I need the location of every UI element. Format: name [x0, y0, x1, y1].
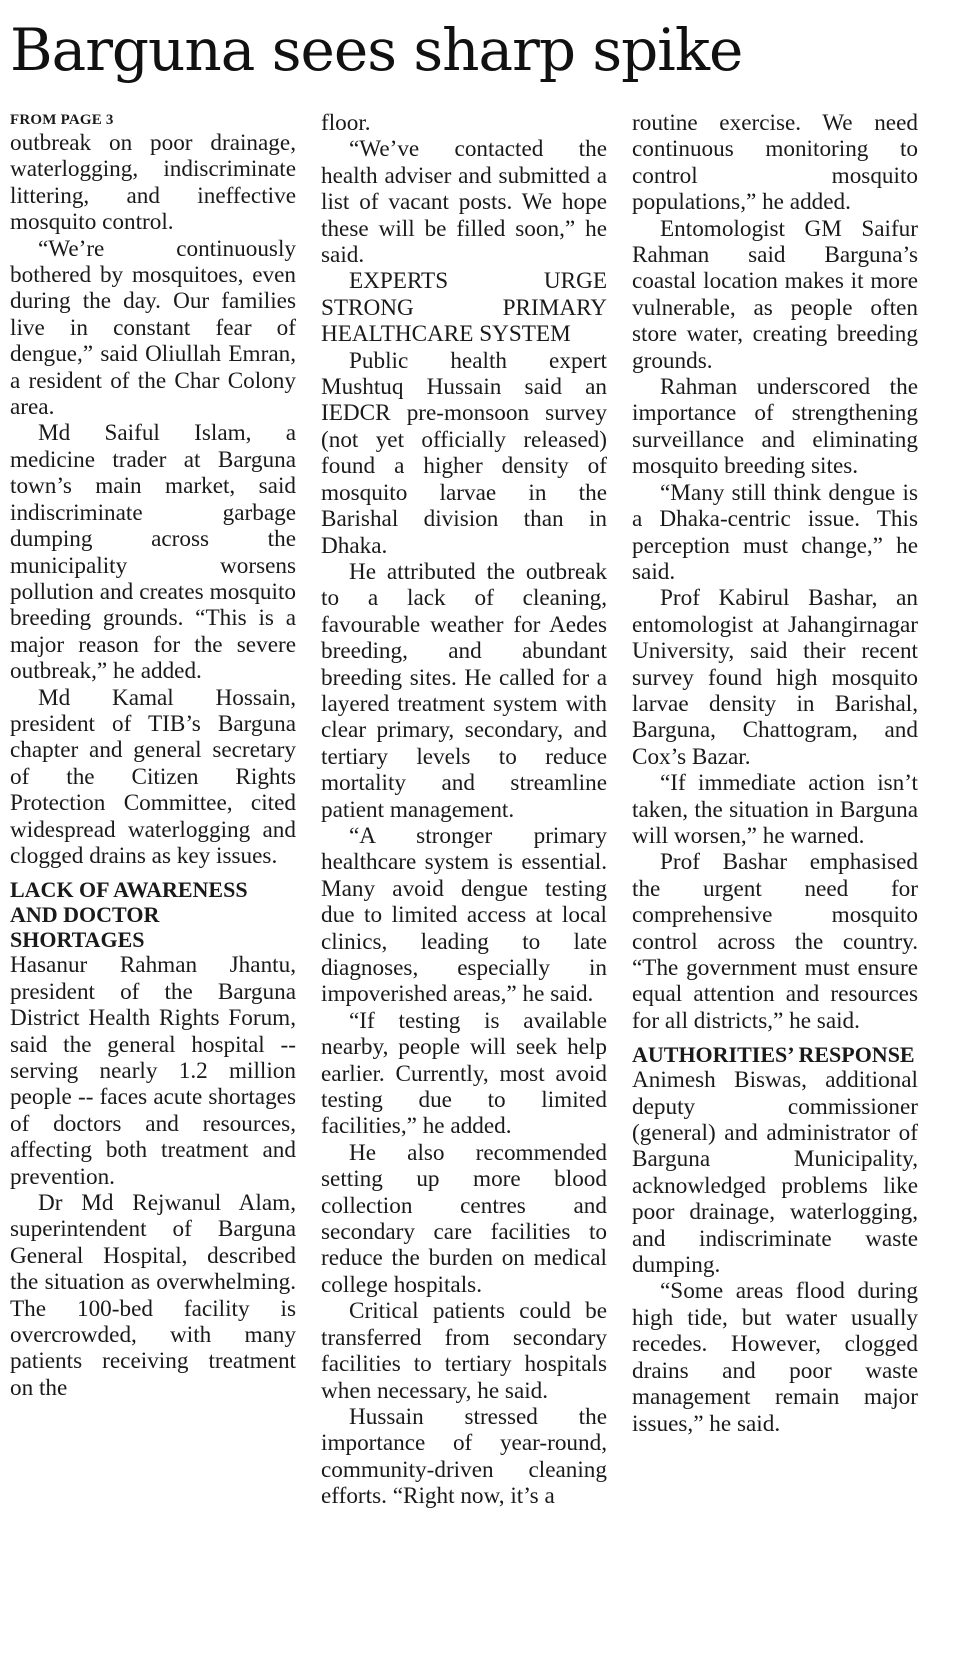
paragraph: Hussain stressed the importance of year-round, community-driven cleaning efforts. “Right now, it’s a	[321, 1403, 607, 1510]
paragraph: “We’ve contacted the health adviser and submitted a list of vacant posts. We hope these will be filled soon,” he said.	[321, 136, 607, 269]
subhead-authorities-response: AUTHORITIES’ RESPONSE	[632, 1042, 915, 1068]
paragraph: “Many still think dengue is a Dhaka-centric issue. This perception must change,” he said.	[632, 479, 918, 585]
paragraph: Prof Kabirul Bashar, an entomologist at Jahangirnagar University, said their recent survey found high mosquito larvae density in Barishal, Barguna, Chattogram, and Cox’s Bazar.	[632, 585, 918, 770]
paragraph: “If testing is available nearby, people will seek help earlier. Currently, most avoid testing due to limited facilities,” he added.	[321, 1007, 607, 1140]
paragraph: “We’re continuously bothered by mosquitoes, even during the day. Our families live in constant fear of dengue,” said Oliullah Emran, a resident of the Char Colony area.	[10, 235, 296, 421]
subhead-experts-urge: EXPERTS URGE STRONG PRIMARY HEALTHCARE SYSTEM	[321, 268, 607, 348]
paragraph: Md Kamal Hossain, president of TIB’s Barguna chapter and general secretary of the Citizen Rights Protection Committee, cited widespread waterlogging and clogged drains as key issues.	[10, 684, 296, 869]
paragraph: “If immediate action isn’t taken, the situation in Barguna will worsen,” he warned.	[632, 770, 918, 849]
paragraph: Prof Bashar emphasised the urgent need for comprehensive mosquito control across the country. “The government must ensure equal attention and resources for all districts,” he said.	[632, 849, 918, 1034]
article-column-1	[10, 110, 296, 1401]
paragraph: “Some areas flood during high tide, but water usually recedes. However, clogged drains and poor waste management remain major issues,” he said.	[632, 1278, 918, 1437]
paragraph: “A stronger primary healthcare system is essential. Many avoid dengue testing due to limited access at local clinics, leading to late diagnoses, especially in impoverished areas,” he said.	[321, 822, 607, 1008]
headline: Barguna sees sharp spike	[10, 16, 743, 84]
paragraph: Animesh Biswas, additional deputy commissioner (general) and administrator of Barguna Municipality, acknowledged problems like poor drainage, waterlogging, and indiscriminate waste dumping.	[632, 1067, 918, 1279]
article-column-3	[632, 110, 918, 1437]
paragraph: Md Saiful Islam, a medicine trader at Barguna town’s main market, said indiscriminate garbage dumping across the municipality worsens pollution and creates mosquito breeding grounds. “This is a major reason for the severe outbreak,” he added.	[10, 420, 296, 685]
paragraph: Hasanur Rahman Jhantu, president of the Barguna District Health Rights Forum, said the general hospital -- serving nearly 1.2 million people -- faces acute shortages of doctors and resources, affecting both treatment and prevention.	[10, 952, 296, 1190]
paragraph: routine exercise. We need continuous monitoring to control mosquito populations,” he added.	[632, 110, 918, 216]
subhead-lack-of-awareness: LACK OF AWARENESS AND DOCTOR SHORTAGES	[10, 877, 248, 953]
paragraph: He attributed the outbreak to a lack of cleaning, favourable weather for Aedes breeding, and abundant breeding sites. He called for a layered treatment system with clear primary, secondary, and tertiary levels to reduce mortality and streamline patient management.	[321, 558, 607, 823]
paragraph: Entomologist GM Saifur Rahman said Barguna’s coastal location makes it more vulnerable, as people often store water, creating breeding grounds.	[632, 215, 918, 374]
paragraph: Dr Md Rejwanul Alam, superintendent of Barguna General Hospital, described the situation as overwhelming. The 100-bed facility is overcrowded, with many patients receiving treatment on the	[10, 1190, 296, 1401]
paragraph: outbreak on poor drainage, waterlogging, indiscriminate littering, and ineffective mosquito control.	[10, 130, 296, 236]
article-column-2	[321, 110, 607, 1510]
continuation-kicker: FROM PAGE 3	[10, 112, 114, 128]
paragraph: floor.	[321, 110, 371, 136]
paragraph: Rahman underscored the importance of strengthening surveillance and eliminating mosquito breeding sites.	[632, 374, 918, 480]
paragraph: He also recommended setting up more blood collection centres and secondary care facilities to reduce the burden on medical college hospitals.	[321, 1139, 607, 1298]
paragraph: Critical patients could be transferred from secondary facilities to tertiary hospitals when necessary, he said.	[321, 1298, 607, 1404]
paragraph: Public health expert Mushtuq Hussain said an IEDCR pre-monsoon survey (not yet officially released) found a higher density of mosquito larvae in the Barishal division than in Dhaka.	[321, 347, 607, 559]
